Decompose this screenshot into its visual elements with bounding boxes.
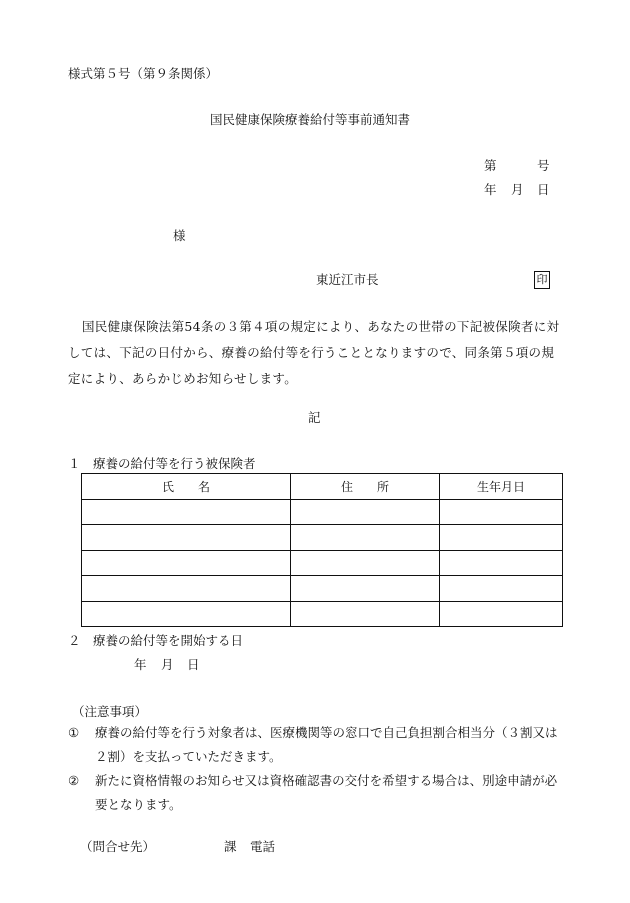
- addressee-suffix: 様: [173, 228, 186, 243]
- form-number: 様式第５号（第９条関係）: [68, 66, 219, 81]
- document-title: 国民健康保険療養給付等事前通知書: [210, 112, 411, 127]
- ki-heading: 記: [308, 410, 321, 425]
- body-text: 国民健康保険法第54条の３第４項の規定により、あなたの世帯の下記被保険者に対しては、下記の日付から、療養の給付等を行うこととなりますので、同条第５項の規定により、あらかじめお知らせします。: [68, 319, 560, 386]
- start-date-day: 日: [187, 657, 200, 672]
- note-item: [68, 769, 568, 817]
- column-header-birthdate: 生年月日: [440, 474, 563, 500]
- cell-name: [82, 601, 291, 627]
- cell-name: [82, 550, 291, 576]
- cell-name: [82, 576, 291, 602]
- column-header-address: 住 所: [291, 474, 440, 500]
- insured-table: [81, 473, 563, 627]
- note-number: ②: [68, 773, 80, 788]
- contact-phone: 電話: [250, 839, 276, 854]
- start-date-month: 月: [161, 657, 174, 672]
- cell-address: [291, 499, 440, 525]
- issuer-name: 東近江市長: [316, 272, 379, 287]
- note-number: ①: [68, 725, 80, 740]
- note-text: 新たに資格情報のお知らせ又は資格確認書の交付を希望する場合は、別途申請が必要となります。: [95, 773, 558, 812]
- table-row: [82, 499, 563, 525]
- cell-birthdate: [440, 550, 563, 576]
- date-month: 月: [511, 182, 524, 197]
- cell-address: [291, 525, 440, 551]
- table-header-row: [82, 474, 563, 500]
- contact-section: 課: [224, 839, 237, 854]
- cell-address: [291, 576, 440, 602]
- doc-number-suffix: 号: [537, 158, 550, 173]
- note-item: [68, 721, 568, 769]
- cell-birthdate: [440, 601, 563, 627]
- cell-name: [82, 499, 291, 525]
- table-row: [82, 601, 563, 627]
- table-row: [82, 576, 563, 602]
- seal-box: [534, 271, 550, 289]
- section1-heading: １ 療養の給付等を行う被保険者: [68, 456, 256, 471]
- column-header-name: 氏 名: [82, 474, 291, 500]
- start-date-year: 年: [134, 657, 147, 672]
- section2-heading: ２ 療養の給付等を開始する日: [68, 633, 244, 648]
- doc-number-prefix: 第: [484, 158, 497, 173]
- cell-name: [82, 525, 291, 551]
- table-row: [82, 550, 563, 576]
- cell-birthdate: [440, 576, 563, 602]
- note-text: 療養の給付等を行う対象者は、医療機関等の窓口で自己負担割合相当分（３割又は２割）を支払っていただきます。: [95, 725, 558, 764]
- notes-heading: （注意事項）: [72, 704, 148, 719]
- date-year: 年: [484, 182, 497, 197]
- cell-birthdate: [440, 499, 563, 525]
- cell-address: [291, 550, 440, 576]
- seal-mark: 印: [534, 271, 550, 289]
- table-row: [82, 525, 563, 551]
- cell-address: [291, 601, 440, 627]
- contact-label: （問合せ先）: [80, 839, 156, 854]
- cell-birthdate: [440, 525, 563, 551]
- notes-list: [68, 721, 568, 817]
- date-day: 日: [537, 182, 550, 197]
